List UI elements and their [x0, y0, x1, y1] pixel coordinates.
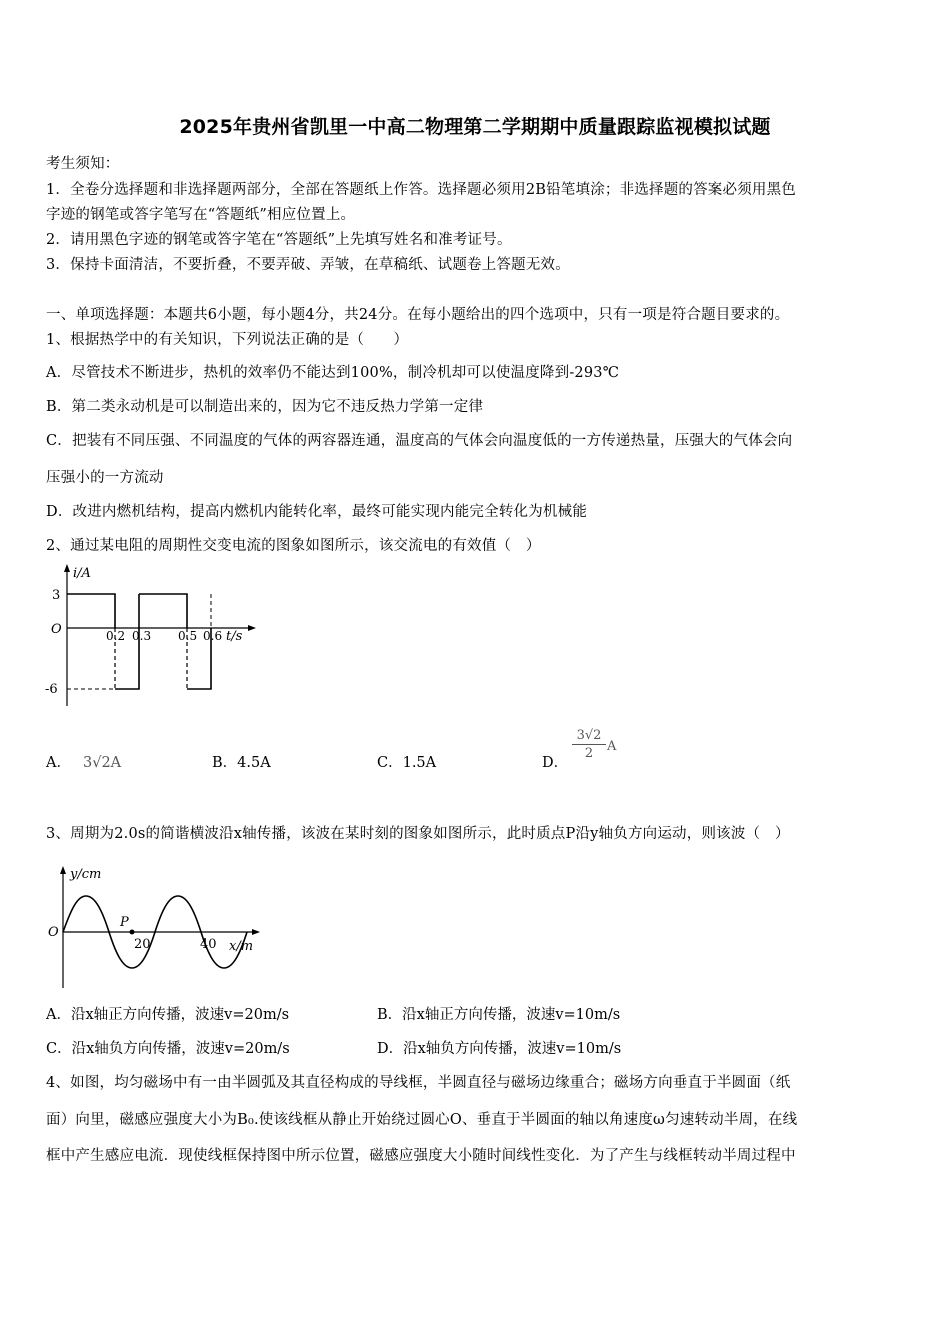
graph-x-tick: 0.5	[178, 629, 198, 643]
notice-item: 3．保持卡面清洁，不要折叠，不要弄破、弄皱，在草稿纸、试题卷上答题无效。	[46, 257, 570, 273]
notice-heading: 考生须知：	[46, 156, 120, 172]
question-2-option-d: D．	[542, 755, 569, 771]
wave-x-label: x/m	[229, 939, 254, 954]
notice-item: 1．全卷分选择题和非选择题两部分，全部在答题纸上作答。选择题必须用2B铅笔填涂；非选择题的答案必须用黑色	[46, 182, 797, 198]
graph-y-tick: -6	[45, 682, 58, 697]
question-3-option-c: C．沿x轴负方向传播，波速v=20m/s	[46, 1041, 290, 1057]
ac-current-graph	[40, 560, 260, 710]
wave-x-tick: 40	[200, 937, 217, 952]
option-a-value: 3√2A	[82, 755, 122, 771]
fraction-denominator: 2	[584, 746, 594, 761]
question-2-option-c: C．1.5A	[377, 755, 437, 771]
wave-graph	[44, 862, 264, 992]
wave-y-label: y/cm	[70, 867, 102, 882]
wave-point-label: P	[120, 915, 129, 930]
option-d-unit: A	[607, 739, 617, 754]
question-1-option-a: A．尽管技术不断进步，热机的效率仍不能达到100%，制冷机却可以使温度降到-293℃	[46, 365, 620, 381]
question-4-stem-cont: 框中产生感应电流．现使线框保持图中所示位置，磁感应强度大小随时间线性变化．为了产生与线框转动半周过程中	[46, 1148, 796, 1164]
graph-x-tick: 0.6	[203, 629, 223, 643]
question-2-option-a	[46, 751, 121, 772]
question-3-option-a: A．沿x轴正方向传播，波速v=20m/s	[46, 1007, 290, 1023]
graph-y-label: i/A	[73, 566, 91, 581]
wave-origin: O	[48, 925, 59, 940]
graph-x-label: t/s	[226, 629, 243, 644]
question-1-option-c-cont: 压强小的一方流动	[46, 470, 164, 486]
question-1-option-c: C．把装有不同压强、不同温度的气体的两容器连通，温度高的气体会向温度低的一方传递热量，压强大的气体会向	[46, 433, 793, 449]
fraction-numerator: 3√2	[572, 728, 606, 745]
page-title: 2025年贵州省凯里一中高二物理第二学期期中质量跟踪监视模拟试题	[179, 116, 771, 138]
option-a-label: A．	[46, 755, 71, 771]
graph-origin: O	[51, 622, 62, 637]
question-1-stem: 1、根据热学中的有关知识，下列说法正确的是（ ）	[46, 332, 409, 348]
graph-x-tick: 0.3	[132, 629, 152, 643]
question-4-stem: 4、如图，均匀磁场中有一由半圆弧及其直径构成的导线框，半圆直径与磁场边缘重合；磁场方向垂直于半圆面（纸	[46, 1075, 791, 1091]
question-3-stem: 3、周期为2.0s的简谐横波沿x轴传播，该波在某时刻的图象如图所示，此时质点P沿y轴负方向运动，则该波（ ）	[46, 826, 790, 842]
question-2-stem: 2、通过某电阻的周期性交变电流的图象如图所示，该交流电的有效值（ ）	[46, 538, 541, 554]
question-1-option-d: D．改进内燃机结构，提高内燃机内能转化率，最终可能实现内能完全转化为机械能	[46, 504, 588, 520]
section-heading: 一、单项选择题：本题共6小题，每小题4分，共24分。在每小题给出的四个选项中，只有一项是符合题目要求的。	[46, 307, 790, 323]
option-d-fraction	[572, 728, 606, 761]
question-2-option-b: B．4.5A	[212, 755, 271, 771]
graph-y-tick: 3	[52, 588, 61, 603]
notice-item: 字迹的钢笔或答字笔写在“答题纸”相应位置上。	[46, 207, 356, 223]
question-4-stem-cont: 面）向里，磁感应强度大小为B₀.使该线框从静止开始绕过圆心O、垂直于半圆面的轴以角速度ω匀速转动半周，在线	[46, 1112, 798, 1128]
question-3-option-d: D．沿x轴负方向传播，波速v=10m/s	[377, 1041, 622, 1057]
question-1-option-b: B．第二类永动机是可以制造出来的，因为它不违反热力学第一定律	[46, 399, 484, 415]
question-3-option-b: B．沿x轴正方向传播，波速v=10m/s	[377, 1007, 621, 1023]
graph-x-tick: 0.2	[106, 629, 126, 643]
wave-x-tick: 20	[134, 937, 151, 952]
notice-item: 2．请用黑色字迹的钢笔或答字笔在“答题纸”上先填写姓名和准考证号。	[46, 232, 512, 248]
